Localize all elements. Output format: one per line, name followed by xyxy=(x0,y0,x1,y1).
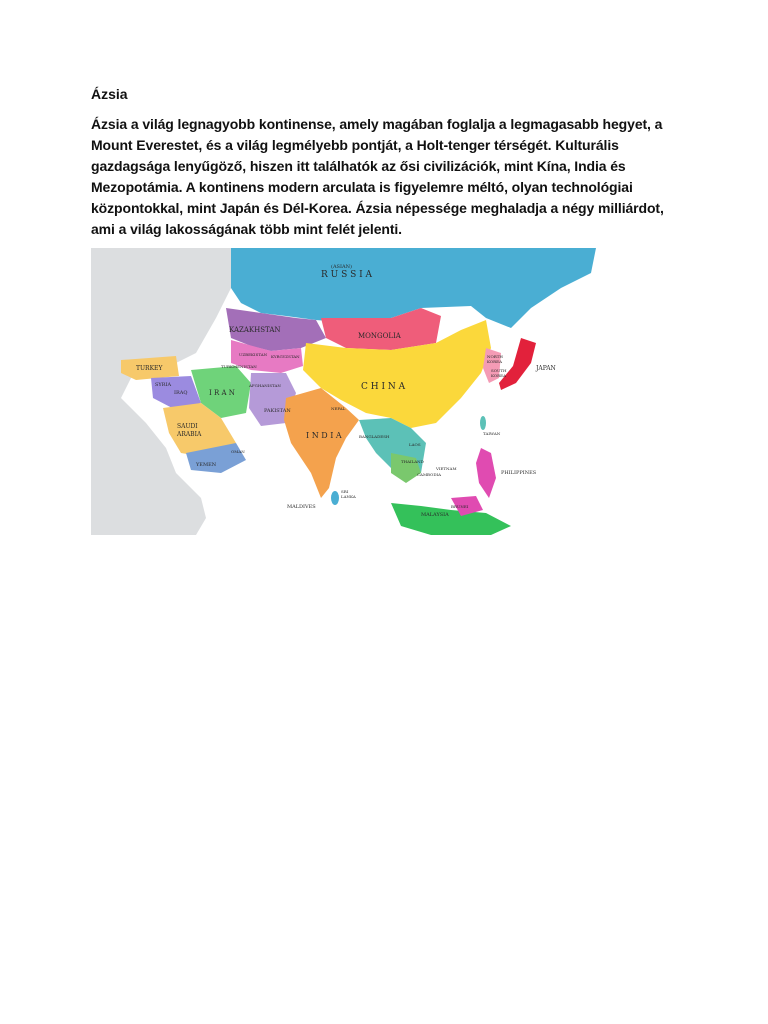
label-south: SOUTH xyxy=(491,368,507,373)
label-korea-north: KOREA xyxy=(487,359,502,364)
label-bangladesh: BANGLADESH xyxy=(359,434,390,439)
label-vietnam: VIETNAM xyxy=(436,466,457,471)
label-pakistan: PAKISTAN xyxy=(264,408,291,414)
label-saudi: SAUDI xyxy=(177,423,198,430)
document-page xyxy=(91,84,691,240)
sri-lanka-region xyxy=(331,491,339,505)
label-nepal: NEPAL xyxy=(331,406,346,411)
label-russia: R U S S I A xyxy=(321,270,373,280)
label-north: NORTH xyxy=(487,354,503,359)
india-region xyxy=(284,388,359,498)
label-yemen: YEMEN xyxy=(196,462,217,468)
label-iran: I R A N xyxy=(209,389,235,397)
label-afghanistan: AFGHANISTAN xyxy=(249,383,281,388)
label-sri: SRI xyxy=(341,489,349,494)
label-maldives: MALDIVES xyxy=(287,504,316,510)
label-arabia: ARABIA xyxy=(177,431,202,438)
label-iraq: IRAQ xyxy=(174,390,188,396)
label-laos: LAOS xyxy=(409,442,421,447)
label-china: C H I N A xyxy=(361,382,406,392)
japan-region xyxy=(499,338,536,390)
label-turkey: TURKEY xyxy=(136,365,163,372)
label-mongolia: MONGOLIA xyxy=(358,332,401,340)
taiwan-region xyxy=(480,416,486,430)
label-philippines: PHILIPPINES xyxy=(501,470,537,476)
label-cambodia: CAMBODIA xyxy=(417,472,442,477)
label-uzbekistan: UZBEKISTAN xyxy=(239,352,268,357)
label-turkmenistan: TURKMENISTAN xyxy=(221,364,257,369)
label-japan: JAPAN xyxy=(536,365,556,372)
label-lanka: LANKA xyxy=(341,494,356,499)
label-kyrgyzstan: KYRGYZSTAN xyxy=(271,354,300,359)
body-paragraph: Ázsia a világ legnagyobb kontinense, amely magában foglalja a legmagasabb hegyet, a Mount Everestet, és a világ legmélyebb pontját, a Holt-tenger térségét. Kulturális gazdagsága lenyűgöző, hiszen itt találhatók az ősi civilizációk, mint Kína, India és Mezopotámia. A kontinens modern arculata is figyelemre méltó, olyan technológiai központokkal, mint Japán és Dél-Korea. Ázsia népessége meghaladja a négy milliárdot, ami a világ lakosságának több mint felét jelenti. xyxy=(91,116,664,237)
label-india: I N D I A xyxy=(306,431,342,440)
philippines-region xyxy=(476,448,496,498)
label-oman: OMAN xyxy=(231,449,245,454)
page-heading: Ázsia xyxy=(91,86,128,102)
label-brunei: BRUNEI xyxy=(451,504,469,509)
label-malaysia: MALAYSIA xyxy=(421,512,449,518)
label-syria: SYRIA xyxy=(155,382,172,388)
label-asian: (ASIAN) xyxy=(331,264,352,270)
asia-political-map xyxy=(91,248,611,535)
label-taiwan: TAIWAN xyxy=(483,431,501,436)
label-thailand: THAILAND xyxy=(401,459,424,464)
label-korea-south: KOREA xyxy=(491,373,506,378)
label-kazakhstan: KAZAKHSTAN xyxy=(229,326,281,334)
